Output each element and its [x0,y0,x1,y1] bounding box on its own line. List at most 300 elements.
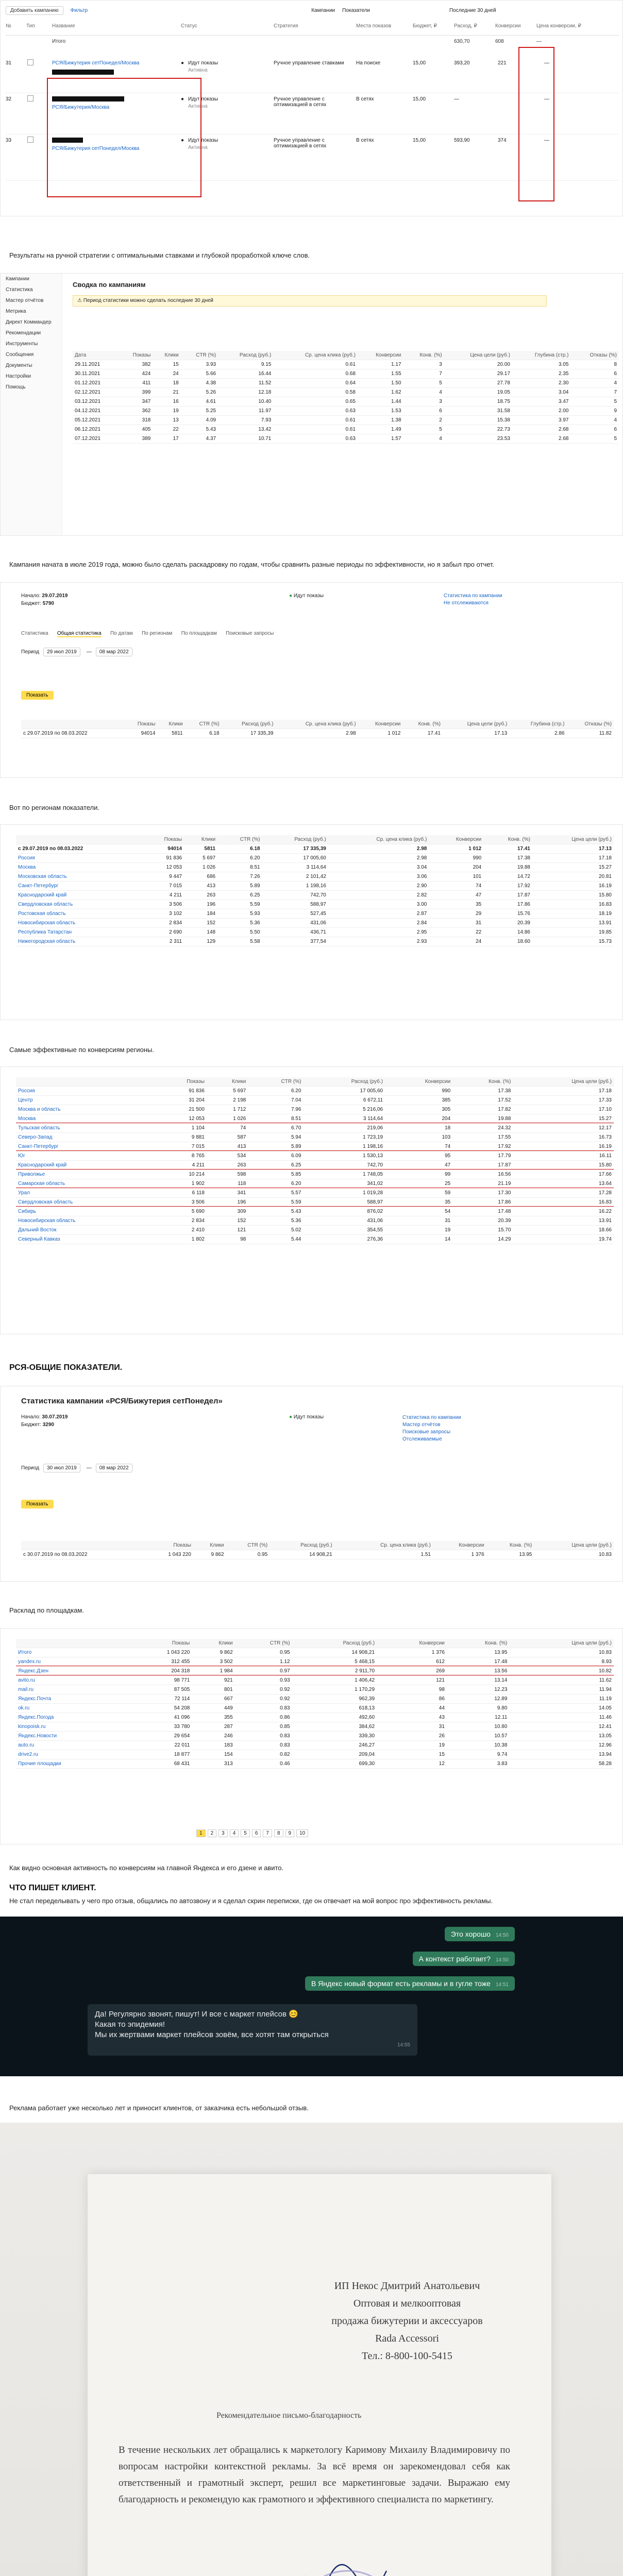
cell-value: 11.97 [218,406,273,416]
cell-value: 91 836 [144,854,184,863]
cell-value: 5.66 [181,369,218,379]
letter-header-line: Оптовая и мелкооптовая [353,2298,461,2309]
cell-value: 618,13 [292,1704,377,1713]
cell-value: 12.17 [513,1124,614,1133]
cell-value: 1.38 [358,416,403,425]
cell-value: 6.25 [248,1161,303,1170]
page-link[interactable]: 2 [208,1829,217,1837]
cell-value: 5.58 [217,937,262,946]
cell-value: 309 [207,1207,248,1216]
summary-table-wrap [73,351,619,444]
cell-value: 74 [207,1124,248,1133]
budget-value: 3290 [42,1422,54,1428]
tab-by-region[interactable]: По регионам [141,631,173,636]
cell-value: 9 862 [192,1648,234,1657]
cell-value: 1 104 [157,1124,207,1133]
sidebar-item[interactable]: Метрика [6,309,26,314]
cell-value: 7.93 [218,416,273,425]
table-row[interactable] [16,1207,614,1216]
col-budget[interactable]: Бюджет, ₽ [413,23,437,29]
cell-value: 612 [377,1657,447,1667]
summary-table [73,351,619,444]
table-row[interactable] [16,1124,614,1133]
date-to-input[interactable]: 08 мар 2022 [96,648,132,656]
cell-value: 183 [192,1741,234,1750]
cell-value: 47 [385,1161,452,1170]
cell-value: 263 [207,1161,248,1170]
tracked-link[interactable]: Отслеживаемые [402,1436,442,1442]
date-to-input[interactable]: 08 мар 2022 [96,1464,132,1472]
date-from-input[interactable]: 30 июл 2019 [43,1464,80,1472]
cell-value: 26 [377,1732,447,1741]
cell-value: 3.47 [512,397,571,406]
sidebar-item[interactable]: Рекомендации [6,330,41,336]
cell-value: 13.14 [447,1676,510,1685]
column-header: Показы [128,1639,192,1648]
page-link[interactable]: 7 [263,1829,272,1837]
column-header: Расход (руб.) [222,720,276,729]
table-row[interactable] [73,434,619,444]
report-master-link[interactable]: Мастер отчётов [402,1422,441,1428]
cell-value: 0.93 [235,1676,292,1685]
cell-value: 7 015 [144,882,184,891]
cell-value: 12 053 [157,1114,207,1124]
cell-value: 17.33 [513,1096,614,1105]
table-row[interactable] [73,416,619,425]
cell-value: 152 [184,919,217,928]
date-from-input[interactable]: 29 июл 2019 [43,648,80,656]
cell-value: 0.64 [273,379,358,388]
campaign-name-link[interactable]: РСЯ/Бижутерия сетПонедел/Москва [52,60,140,66]
cell-value: 7 [570,388,619,397]
table-row[interactable] [16,1226,614,1235]
period-row: Период 29 июл 2019 — 08 мар 2022 [21,648,134,656]
filter-link[interactable]: Фильтр [70,7,88,13]
table-row[interactable] [16,937,614,946]
campaigns-dropdown[interactable]: Кампании [311,7,335,13]
cell-value: 339,30 [292,1732,377,1741]
table-row[interactable] [16,854,614,863]
column-header: Глубина (стр.) [509,720,566,729]
add-campaign-button[interactable]: Добавить кампанию [6,6,63,15]
cell-value: 3.06 [328,872,429,882]
campaign-stats-link[interactable]: Статистика по кампании [444,593,502,599]
cell-value: 44 [377,1704,447,1713]
row-checkbox[interactable] [27,59,33,65]
rsya-title: Статистика кампании «РСЯ/Бижутерия сетПонедел» [21,1397,223,1405]
totals-label: с 29.07.2019 по 08.03.2022 [21,729,124,738]
cell-value: 87 505 [128,1685,192,1694]
cell-value: 1 376 [377,1648,447,1657]
table-row[interactable] [16,1151,614,1161]
cell-value: 204 318 [128,1667,192,1676]
cell-value: 1 198,16 [303,1142,385,1151]
tab-by-site[interactable]: По площадкам [181,631,217,636]
cell-value: 17 [153,434,180,444]
cell-value: 6 [570,425,619,434]
table-row[interactable] [16,1142,614,1151]
status-sub: Активна [188,145,208,150]
cell-value: 17.92 [483,882,532,891]
table-row[interactable] [16,1722,614,1732]
cell-value: 3.04 [512,388,571,397]
apply-button[interactable]: Показать [21,1500,54,1509]
caption-2: Кампания начата в июле 2019 года, можно было сделать раскадровку по годам, чтобы сравнить разные периоды по эффективности, но я забыл про отчет. [9,561,495,568]
cell-value: 54 208 [128,1704,192,1713]
table-row[interactable] [16,872,614,882]
cell-value: 413 [207,1142,248,1151]
sidebar-item[interactable]: Помощь [6,384,26,390]
row-label: Тульская область [16,1124,157,1133]
cell-value: 588,97 [262,900,328,909]
table-row[interactable] [16,891,614,900]
cell-value: 263 [184,891,217,900]
table-row[interactable] [73,406,619,416]
tracking-link[interactable]: Не отслеживаются [444,600,489,606]
message-time: 14:51 [495,1982,509,1988]
status-text: Идут показы [188,96,218,102]
table-row[interactable] [16,1685,614,1694]
status-ok-icon: ● [181,138,184,143]
stats-tabs [21,629,281,636]
column-header: Конв. (%) [402,720,443,729]
table-row[interactable] [16,1235,614,1244]
cell-value: 385 [385,1096,452,1105]
column-header: Клики [192,1639,234,1648]
row-label: Яндекс.Погода [16,1713,128,1722]
cell-value: 1 530,13 [303,1151,385,1161]
column-header: Расход (руб.) [262,835,328,844]
cell-value: 5 690 [157,1207,207,1216]
cell-value: 5.25 [181,406,218,416]
column-header: Конверсии [358,720,403,729]
cell-value: 9 881 [157,1133,207,1142]
sidebar-item[interactable]: Статистика [6,287,33,293]
cell-value: 6.20 [248,1179,303,1189]
cell-value: 22.73 [444,425,512,434]
table-row[interactable] [16,1741,614,1750]
totals-table [21,720,614,738]
table-row[interactable] [16,863,614,872]
total-value: 14 908,21 [270,1550,334,1560]
column-header: Отказы (%) [566,720,614,729]
sidebar-item[interactable]: Мастер отчётов [6,298,44,303]
cell-value: 15 [153,360,180,369]
cell-value: 17.30 [452,1189,513,1198]
cell-value: 3 506 [157,1198,207,1207]
cell-value: 15.73 [532,937,614,946]
cell-value: 5 [403,379,444,388]
table-row[interactable] [16,1732,614,1741]
cell-value: 1.50 [358,379,403,388]
cell-value: 17.87 [452,1161,513,1170]
table-row[interactable] [16,1133,614,1142]
cell-value: 8.93 [509,1657,614,1667]
total-value: 2.98 [328,844,429,854]
row-label: Москва и область [16,1105,157,1114]
page-link[interactable]: 6 [252,1829,261,1837]
col-strategy[interactable]: Стратегия [274,23,298,29]
cell-value: 305 [385,1105,452,1114]
cell-value: 10.40 [218,397,273,406]
table-row[interactable] [16,1648,614,1657]
cell-value: 19 [153,406,180,416]
cell-value: 3 114,64 [262,863,328,872]
table-row[interactable] [16,1105,614,1114]
cell-value: 10.80 [447,1722,510,1732]
cell-value: 19.05 [444,388,512,397]
cell-value: 3.05 [512,360,571,369]
campaign-name-link[interactable]: РСЯ/Бижутерия/Москва [52,105,110,110]
page-link[interactable]: 4 [230,1829,239,1837]
cell-value: 152 [207,1216,248,1226]
cell-value: 18.60 [483,937,532,946]
total-value: 17.13 [532,844,614,854]
cell-value: 3 [403,360,444,369]
cell-value: 19.88 [452,1114,513,1124]
cell-value: 14.05 [509,1704,614,1713]
sidebar-item[interactable]: Инструменты [6,341,38,347]
cell-value: 588,97 [303,1198,385,1207]
row-label: Краснодарский край [16,1161,157,1170]
column-header: CTR (%) [226,1541,270,1550]
cell-value: 13.64 [513,1179,614,1189]
cell-value: 13.42 [218,425,273,434]
search-queries-link[interactable]: Поисковые запросы [402,1429,451,1435]
column-header: Конв. (%) [403,351,444,360]
cell-value: 17.86 [452,1198,513,1207]
cell-value: 1.62 [358,388,403,397]
table-row[interactable] [16,1750,614,1759]
tab-stats[interactable]: Статистика [21,631,48,636]
cpa-value: — [544,96,549,102]
column-header: Конверсии [377,1639,447,1648]
cell-value: 1 170,29 [292,1685,377,1694]
row-checkbox[interactable] [27,137,33,143]
total-value: 5811 [184,844,217,854]
cell-value: 14.72 [483,872,532,882]
cell-value: 9 [570,406,619,416]
show-dropdown[interactable]: Показатели [342,7,370,13]
tab-by-date[interactable]: По датам [110,631,133,636]
cell-value: 14.86 [483,928,532,937]
tab-general[interactable]: Общая статистика [57,631,102,636]
col-conversions[interactable]: Конверсии [495,23,521,29]
table-row[interactable] [16,1087,614,1096]
table-row[interactable] [16,1657,614,1667]
cell-value: 2.00 [512,406,571,416]
cell-value: 2 690 [144,928,184,937]
cell-value: 17.87 [483,891,532,900]
column-header: Конверсии [429,835,483,844]
page-link[interactable]: 1 [196,1829,206,1837]
cell-value: 2 834 [144,919,184,928]
table-row[interactable] [16,1161,614,1170]
period-dropdown[interactable]: Последние 30 дней [449,7,496,13]
row-checkbox[interactable] [27,95,33,101]
cell-value: 11.46 [509,1713,614,1722]
row-label: Ростовская область [16,909,144,919]
places-text: На поиске [356,60,381,66]
page-link[interactable]: 8 [274,1829,283,1837]
table-row[interactable] [16,1667,614,1676]
cell-value: 20.00 [444,360,512,369]
table-row[interactable] [16,1179,614,1189]
table-row[interactable] [16,1759,614,1769]
column-header: Показы [119,351,153,360]
campaign-list-screenshot [0,0,623,216]
table-row[interactable] [16,882,614,891]
row-label: Республика Татарстан [16,928,144,937]
table-row[interactable] [16,1114,614,1124]
cell-value: 424 [119,369,153,379]
col-places[interactable]: Места показов [356,23,392,29]
page-link[interactable]: 9 [285,1829,295,1837]
sidebar-item[interactable]: Сообщения [6,352,34,358]
total-value: 1.51 [334,1550,433,1560]
row-label: Яндекс.Новости [16,1732,128,1741]
message-text: А контекст работает? [418,1955,491,1963]
table-row[interactable] [16,1096,614,1105]
table-row[interactable] [73,397,619,406]
cell-value: 74 [385,1142,452,1151]
table-row[interactable] [73,360,619,369]
total-value: 17 335,39 [222,729,276,738]
cell-value: 98 [207,1235,248,1244]
cell-value: 318 [119,416,153,425]
sidebar-item[interactable]: Кампании [6,276,29,282]
table-row[interactable] [16,1216,614,1226]
column-header: CTR (%) [235,1639,292,1648]
cell-value: 31 [377,1722,447,1732]
sidebar-item[interactable]: Настройки [6,374,31,379]
column-header: CTR (%) [181,351,218,360]
cpa-value: — [544,138,549,143]
cell-value: 20.39 [483,919,532,928]
table-row[interactable] [73,388,619,397]
cell-value: 6.70 [248,1124,303,1133]
sites-screenshot [0,1628,623,1844]
table-row[interactable] [73,369,619,379]
cell-value: 2 101,42 [262,872,328,882]
cell-value: 246,27 [292,1741,377,1750]
table-row[interactable] [73,379,619,388]
cell-value: 1 712 [207,1105,248,1114]
cell-value: 16.19 [532,882,614,891]
col-status[interactable]: Статус [181,23,197,29]
column-header: Цена цели (руб.) [444,351,512,360]
conversions-value: 221 [498,60,507,66]
cell-value: 41 096 [128,1713,192,1722]
table-row[interactable] [16,1170,614,1179]
table-row[interactable] [73,425,619,434]
row-number: 32 [6,96,12,102]
cell-value: 4.37 [181,434,218,444]
cell-value: 03.12.2021 [73,397,119,406]
status-ok-icon: ● [289,1414,294,1420]
cell-value: 17.52 [452,1096,513,1105]
cell-value: 287 [192,1722,234,1732]
row-label: Сибирь [16,1207,157,1216]
row-label: Итого [16,1648,128,1657]
message-time: 14:55 [397,2042,410,2048]
cell-value: 13.91 [513,1216,614,1226]
cell-value: 5.89 [217,882,262,891]
campaign-name-link[interactable]: РСЯ/Бижутерия сетПонедел/Москва [52,146,140,151]
caption-7: Как видно основная активность по конверсиям на главной Яндекса и его дзене и авито. [9,1864,284,1872]
page-link[interactable]: 5 [241,1829,250,1837]
cell-value: 0.83 [235,1741,292,1750]
column-header: Показы [144,1541,193,1550]
cell-value: 801 [192,1685,234,1694]
sidebar-item[interactable]: Документы [6,363,32,368]
page-link[interactable]: 3 [218,1829,228,1837]
cell-value: 1 748,05 [303,1170,385,1179]
sidebar-item[interactable]: Директ Коммандер [6,319,52,325]
message-text: Да! Регулярно звонят, пишут! И все с маркет плейсов 😊 Какая то эпидемия! Мы их жертвами маркет плейсов зовём, все хотят там открыться [95,2010,329,2039]
table-row[interactable] [16,900,614,909]
cell-value: 449 [192,1704,234,1713]
table-row[interactable] [16,1713,614,1722]
col-cpa[interactable]: Цена конверсии, ₽ [536,23,581,29]
cell-value: 990 [385,1087,452,1096]
cell-value: 5 [570,434,619,444]
total-spend: 630,70 [454,39,470,44]
cell-value: 86 [377,1694,447,1704]
row-label: Москва [16,863,144,872]
total-value: 17 335,39 [262,844,328,854]
cell-value: 17.86 [483,900,532,909]
table-row[interactable] [16,1694,614,1704]
table-row[interactable] [16,928,614,937]
table-row[interactable] [16,1198,614,1207]
table-row[interactable] [16,919,614,928]
cell-value: 15.27 [532,863,614,872]
row-label: Дальний Восток [16,1226,157,1235]
cell-value: 1.17 [358,360,403,369]
cell-value: 1 198,16 [262,882,328,891]
column-header: Ср. цена клика (руб.) [276,720,358,729]
cell-value: 12.11 [447,1713,510,1722]
campaign-stats-link[interactable]: Статистика по кампании [402,1415,461,1420]
cell-value: 43 [377,1713,447,1722]
cell-value: 10.71 [218,434,273,444]
page-link[interactable]: 10 [296,1829,308,1837]
cell-value: 10.82 [509,1667,614,1676]
table-row[interactable] [16,909,614,919]
table-row[interactable] [16,1676,614,1685]
col-name[interactable]: Название [52,23,75,29]
caption-6: Расклад по площадкам. [9,1606,84,1614]
total-conversions: 608 [495,39,504,44]
tab-search-queries[interactable]: Поисковые запросы [226,631,274,636]
column-header: Расход (руб.) [270,1541,334,1550]
status-block [289,593,324,599]
row-label: Приволжье [16,1170,157,1179]
cell-value: 1 902 [157,1179,207,1189]
cell-value: 3 506 [144,900,184,909]
col-num: № [6,23,11,29]
table-row[interactable] [16,1189,614,1198]
apply-button[interactable]: Показать [21,691,54,700]
cell-value: 0.46 [235,1759,292,1769]
cell-value: 492,60 [292,1713,377,1722]
cell-value: 17.92 [452,1142,513,1151]
status-text: Идут показы [188,60,218,66]
cell-value: 5.43 [181,425,218,434]
col-spend[interactable]: Расход, ₽ [454,23,477,29]
table-row[interactable] [16,1704,614,1713]
